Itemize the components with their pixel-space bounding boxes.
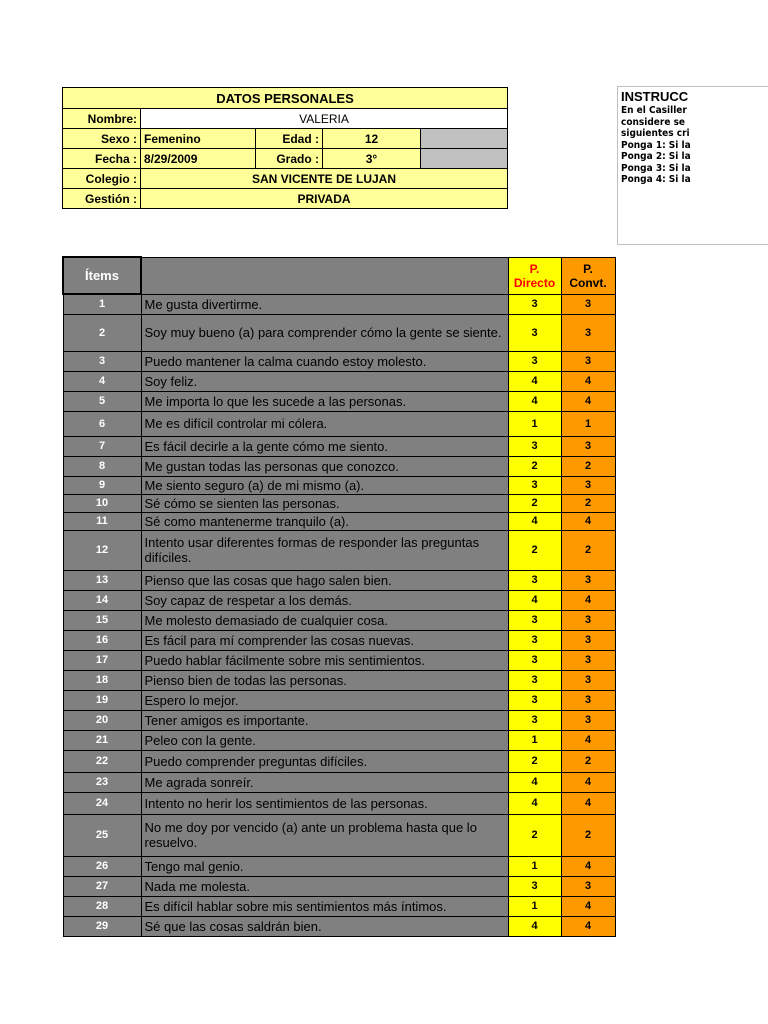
item-number: 27 (63, 876, 141, 896)
converted-score-cell: 3 (561, 570, 615, 590)
item-row (63, 650, 615, 670)
item-row (63, 436, 615, 456)
item-number: 8 (63, 456, 141, 476)
item-row (63, 314, 615, 351)
direct-score-cell[interactable]: 4 (508, 772, 561, 792)
empty-gray-cell (421, 129, 508, 149)
item-text: Peleo con la gente. (141, 730, 508, 750)
item-number: 3 (63, 351, 141, 371)
item-text: No me doy por vencido (a) ante un problema hasta que lo resuelvo. (141, 814, 508, 856)
item-number: 13 (63, 570, 141, 590)
direct-score-header-line1: P. (529, 261, 540, 276)
item-number: 7 (63, 436, 141, 456)
item-row (63, 371, 615, 391)
item-text: Nada me molesta. (141, 876, 508, 896)
item-row (63, 351, 615, 371)
direct-score-cell[interactable]: 3 (508, 670, 561, 690)
item-text: Sé como mantenerme tranquilo (a). (141, 512, 508, 530)
direct-score-header (508, 257, 561, 294)
item-number: 20 (63, 710, 141, 730)
management-label: Gestión : (63, 189, 141, 209)
item-number: 29 (63, 916, 141, 936)
item-text: Tener amigos es importante. (141, 710, 508, 730)
item-row (63, 391, 615, 411)
item-number: 26 (63, 856, 141, 876)
item-number: 4 (63, 371, 141, 391)
item-row (63, 590, 615, 610)
item-row (63, 570, 615, 590)
direct-score-cell[interactable]: 2 (508, 494, 561, 512)
direct-score-cell[interactable]: 4 (508, 590, 561, 610)
direct-score-cell[interactable]: 3 (508, 876, 561, 896)
date-label: Fecha : (63, 149, 141, 169)
item-row (63, 411, 615, 436)
item-text: Me siento seguro (a) de mi mismo (a). (141, 476, 508, 494)
item-text: Puedo hablar fácilmente sobre mis sentimientos. (141, 650, 508, 670)
converted-score-cell: 2 (561, 814, 615, 856)
converted-score-cell: 2 (561, 530, 615, 570)
item-text: Soy capaz de respetar a los demás. (141, 590, 508, 610)
converted-score-cell: 2 (561, 750, 615, 772)
instructions-line: Ponga 4: Si la (621, 174, 691, 185)
instructions-line: En el Casiller (621, 105, 687, 116)
direct-score-cell[interactable]: 3 (508, 436, 561, 456)
item-text: Es fácil para mí comprender las cosas nuevas. (141, 630, 508, 650)
item-number: 9 (63, 476, 141, 494)
converted-score-cell: 3 (561, 630, 615, 650)
converted-score-cell: 2 (561, 494, 615, 512)
item-row (63, 896, 615, 916)
direct-score-cell[interactable]: 4 (508, 916, 561, 936)
item-text: Me es difícil controlar mi cólera. (141, 411, 508, 436)
item-row (63, 476, 615, 494)
grade-value[interactable]: 3° (323, 149, 421, 169)
item-number: 10 (63, 494, 141, 512)
age-value[interactable]: 12 (323, 129, 421, 149)
item-text: Pienso que las cosas que hago salen bien. (141, 570, 508, 590)
item-text: Me gusta divertirme. (141, 294, 508, 314)
items-header-row (63, 257, 615, 294)
item-row (63, 630, 615, 650)
converted-score-cell: 3 (561, 610, 615, 630)
direct-score-cell[interactable]: 2 (508, 530, 561, 570)
item-number: 17 (63, 650, 141, 670)
item-row (63, 916, 615, 936)
direct-score-cell[interactable]: 1 (508, 856, 561, 876)
converted-score-cell: 3 (561, 650, 615, 670)
item-row (63, 730, 615, 750)
item-text: Intento usar diferentes formas de responder las preguntas difíciles. (141, 530, 508, 570)
direct-score-cell[interactable]: 4 (508, 512, 561, 530)
direct-score-cell[interactable]: 1 (508, 730, 561, 750)
converted-score-cell: 2 (561, 456, 615, 476)
item-text: Pienso bien de todas las personas. (141, 670, 508, 690)
item-number: 25 (63, 814, 141, 856)
converted-score-cell: 3 (561, 876, 615, 896)
converted-score-cell: 4 (561, 512, 615, 530)
item-row (63, 456, 615, 476)
item-number: 11 (63, 512, 141, 530)
item-text: Me agrada sonreír. (141, 772, 508, 792)
item-row (63, 710, 615, 730)
item-text: Me importa lo que les sucede a las personas. (141, 391, 508, 411)
direct-score-cell[interactable]: 1 (508, 896, 561, 916)
direct-score-cell[interactable]: 3 (508, 690, 561, 710)
name-label: Nombre: (63, 109, 141, 129)
converted-score-cell: 3 (561, 690, 615, 710)
converted-score-cell: 4 (561, 371, 615, 391)
item-number: 21 (63, 730, 141, 750)
management-value[interactable]: PRIVADA (141, 189, 508, 209)
item-number: 28 (63, 896, 141, 916)
name-value[interactable]: VALERIA (141, 109, 508, 129)
direct-score-cell[interactable]: 3 (508, 476, 561, 494)
item-number: 16 (63, 630, 141, 650)
item-number: 18 (63, 670, 141, 690)
empty-gray-cell (421, 149, 508, 169)
item-row (63, 750, 615, 772)
grade-label: Grado : (256, 149, 323, 169)
items-header: Ítems (63, 257, 141, 294)
item-text: Soy feliz. (141, 371, 508, 391)
personal-data-table (62, 87, 508, 209)
instructions-box (617, 86, 768, 245)
direct-score-cell[interactable]: 2 (508, 814, 561, 856)
instructions-line: Ponga 2: Si la (621, 151, 691, 162)
converted-score-cell: 4 (561, 916, 615, 936)
converted-score-cell: 3 (561, 294, 615, 314)
item-text: Soy muy bueno (a) para comprender cómo la gente se siente. (141, 314, 508, 351)
instructions-title: INSTRUCC (621, 89, 689, 104)
direct-score-cell[interactable]: 4 (508, 371, 561, 391)
item-text: Me gustan todas las personas que conozco. (141, 456, 508, 476)
item-number: 12 (63, 530, 141, 570)
converted-score-cell: 4 (561, 772, 615, 792)
item-row (63, 494, 615, 512)
item-row (63, 610, 615, 630)
date-value[interactable]: 8/29/2009 (141, 149, 256, 169)
instructions-line: Ponga 1: Si la (621, 139, 691, 151)
converted-score-cell: 3 (561, 436, 615, 456)
items-table (62, 256, 616, 937)
item-text: Puedo comprender preguntas difíciles. (141, 750, 508, 772)
item-number: 15 (63, 610, 141, 630)
item-text: Puedo mantener la calma cuando estoy molesto. (141, 351, 508, 371)
item-row (63, 294, 615, 314)
direct-score-cell[interactable]: 2 (508, 456, 561, 476)
item-text: Espero lo mejor. (141, 690, 508, 710)
item-text: Es fácil decirle a la gente cómo me siento. (141, 436, 508, 456)
sex-value[interactable]: Femenino (141, 129, 256, 149)
item-number: 23 (63, 772, 141, 792)
items-header-blank (141, 257, 508, 294)
sex-label: Sexo : (63, 129, 141, 149)
instructions-line: siguientes cri (621, 128, 690, 139)
converted-score-cell: 4 (561, 391, 615, 411)
converted-score-cell: 3 (561, 476, 615, 494)
converted-score-cell: 3 (561, 710, 615, 730)
converted-score-cell: 4 (561, 590, 615, 610)
direct-score-cell[interactable]: 3 (508, 294, 561, 314)
direct-score-cell[interactable]: 3 (508, 610, 561, 630)
item-row (63, 814, 615, 856)
school-value[interactable]: SAN VICENTE DE LUJAN (141, 169, 508, 189)
item-row (63, 876, 615, 896)
converted-score-cell: 4 (561, 730, 615, 750)
personal-data-title: DATOS PERSONALES (63, 88, 508, 109)
item-number: 19 (63, 690, 141, 710)
item-text: Sé que las cosas saldrán bien. (141, 916, 508, 936)
direct-score-cell[interactable]: 3 (508, 570, 561, 590)
converted-score-cell: 3 (561, 670, 615, 690)
item-row (63, 670, 615, 690)
item-row (63, 530, 615, 570)
converted-score-cell: 3 (561, 351, 615, 371)
item-number: 22 (63, 750, 141, 772)
direct-score-cell[interactable]: 3 (508, 650, 561, 670)
direct-score-cell[interactable]: 3 (508, 630, 561, 650)
direct-score-cell[interactable]: 4 (508, 792, 561, 814)
converted-score-cell: 3 (561, 314, 615, 351)
school-label: Colegio : (63, 169, 141, 189)
converted-score-cell: 1 (561, 411, 615, 436)
item-text: Es difícil hablar sobre mis sentimientos más íntimos. (141, 896, 508, 916)
converted-score-header-line2: Convt. (569, 275, 607, 290)
direct-score-cell[interactable]: 2 (508, 750, 561, 772)
item-row (63, 792, 615, 814)
direct-score-cell[interactable]: 4 (508, 391, 561, 411)
direct-score-cell[interactable]: 3 (508, 314, 561, 351)
converted-score-cell: 4 (561, 896, 615, 916)
item-text: Tengo mal genio. (141, 856, 508, 876)
direct-score-cell[interactable]: 1 (508, 411, 561, 436)
item-number: 24 (63, 792, 141, 814)
age-label: Edad : (256, 129, 323, 149)
item-text: Sé cómo se sienten las personas. (141, 494, 508, 512)
converted-score-header (561, 257, 615, 294)
item-number: 5 (63, 391, 141, 411)
item-number: 14 (63, 590, 141, 610)
item-number: 1 (63, 294, 141, 314)
converted-score-header-line1: P. (583, 261, 593, 276)
item-row (63, 512, 615, 530)
converted-score-cell: 4 (561, 792, 615, 814)
item-row (63, 690, 615, 710)
direct-score-cell[interactable]: 3 (508, 351, 561, 371)
item-number: 2 (63, 314, 141, 351)
instructions-line: Ponga 3: Si la (621, 162, 691, 174)
item-number: 6 (63, 411, 141, 436)
direct-score-cell[interactable]: 3 (508, 710, 561, 730)
item-text: Me molesto demasiado de cualquier cosa. (141, 610, 508, 630)
instructions-line: considere se (621, 116, 686, 128)
item-row (63, 772, 615, 792)
item-row (63, 856, 615, 876)
direct-score-header-line2: Directo (513, 275, 556, 290)
item-text: Intento no herir los sentimientos de las personas. (141, 792, 508, 814)
converted-score-cell: 4 (561, 856, 615, 876)
